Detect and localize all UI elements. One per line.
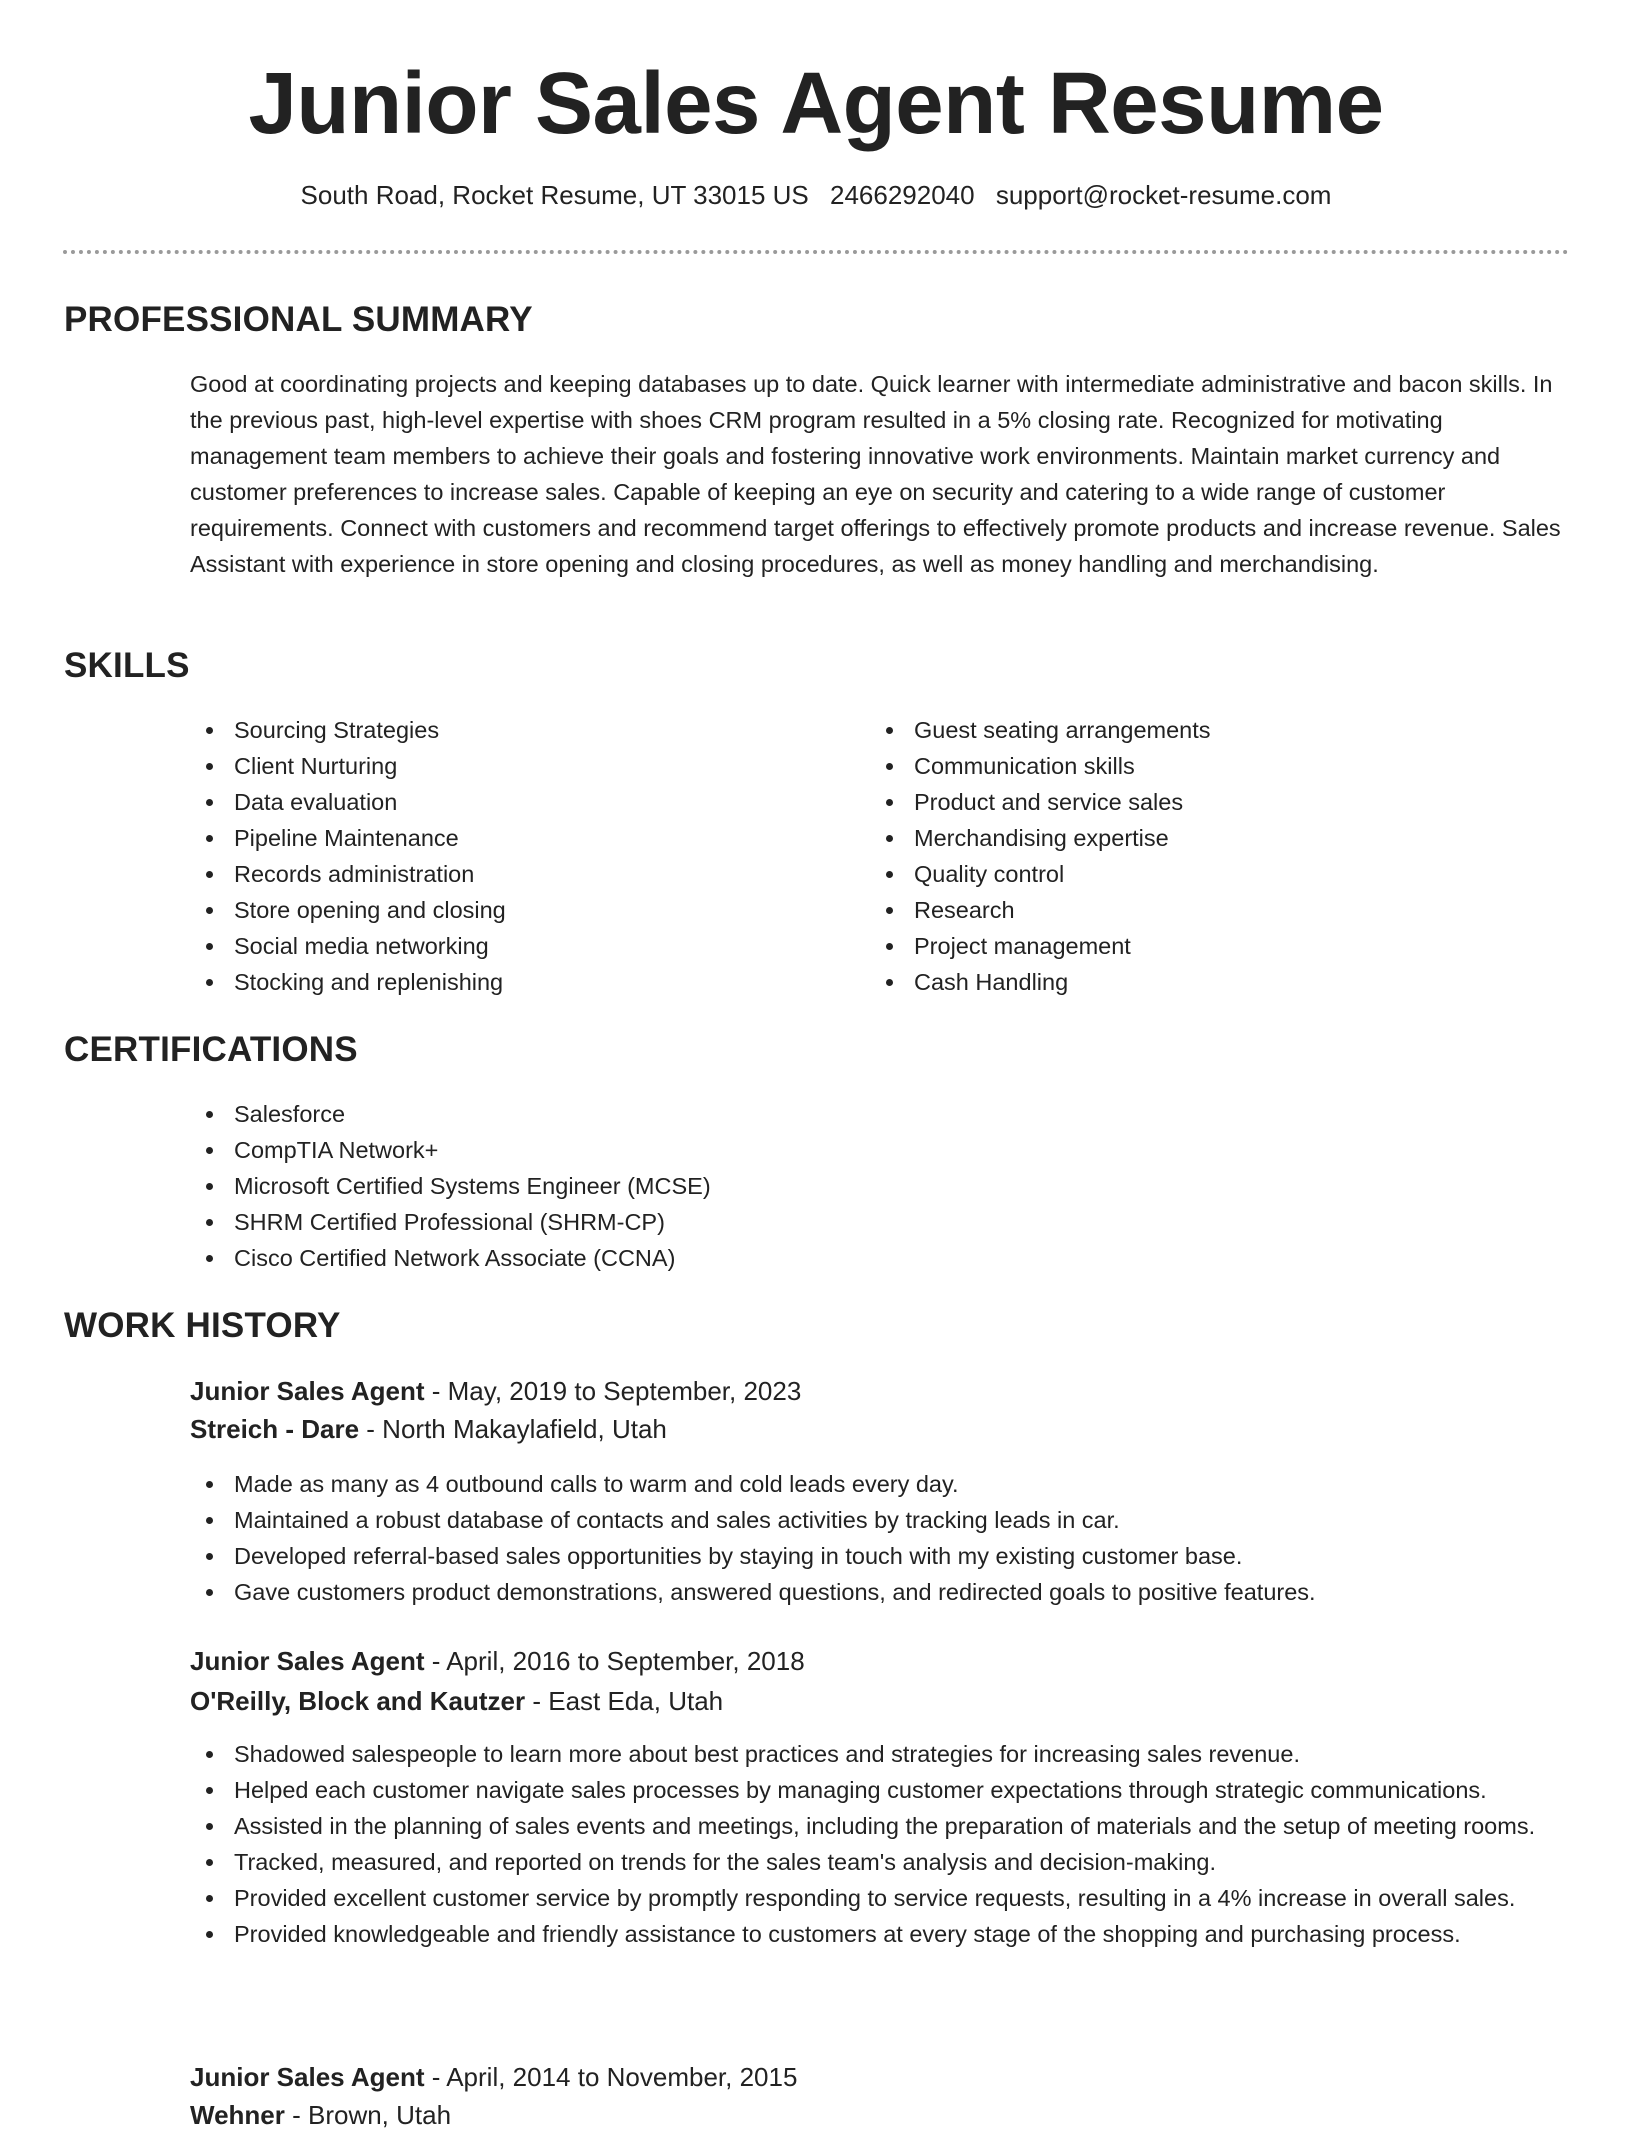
job-company: Wehner xyxy=(190,2100,285,2130)
skill-item: Product and service sales xyxy=(870,784,1570,820)
job-duty-item: Provided knowledgeable and friendly assistance to customers at every stage of the shopping and purchasing process. xyxy=(190,1916,1570,1952)
job-company-line xyxy=(190,1410,1570,1448)
job-duty-item: Made as many as 4 outbound calls to warm and cold leads every day. xyxy=(190,1466,1570,1502)
work-history-heading: WORK HISTORY xyxy=(64,1306,341,1345)
job-title: Junior Sales Agent xyxy=(190,1646,425,1676)
skill-item: Client Nurturing xyxy=(190,748,850,784)
certification-item: SHRM Certified Professional (SHRM-CP) xyxy=(190,1204,1570,1240)
resume-title: Junior Sales Agent Resume xyxy=(248,55,1384,152)
summary-text: Good at coordinating projects and keeping databases up to date. Quick learner with intermediate administrative and bacon skills. In the previous past, high-level expertise with shoes CRM program resulted in a 5% closing rate. Recognized for motivating management team members to achieve their goals and fostering innovative work environments. Maintain market currency and customer preferences to increase sales. Capable of keeping an eye on security and catering to a wide range of customer requirements. Connect with customers and recommend target offerings to effectively promote products and increase revenue. Sales Assistant with experience in store opening and closing procedures, as well as money handling and merchandising. xyxy=(190,371,1561,577)
skills-heading: SKILLS xyxy=(64,646,190,685)
contact-address: South Road, Rocket Resume, UT 33015 US xyxy=(300,180,809,210)
certification-item: Cisco Certified Network Associate (CCNA) xyxy=(190,1240,1570,1276)
skill-item: Cash Handling xyxy=(870,964,1570,1000)
job-duty-item: Gave customers product demonstrations, answered questions, and redirected goals to positive features. xyxy=(190,1574,1570,1610)
skill-item: Data evaluation xyxy=(190,784,850,820)
skill-item: Pipeline Maintenance xyxy=(190,820,850,856)
certifications-heading: CERTIFICATIONS xyxy=(64,1030,358,1069)
skill-item: Sourcing Strategies xyxy=(190,712,850,748)
job-dates: - April, 2016 to September, 2018 xyxy=(424,1646,805,1676)
certification-item: Microsoft Certified Systems Engineer (MCSE) xyxy=(190,1168,1570,1204)
job-duties xyxy=(190,1466,1570,1610)
job-duty-item: Developed referral-based sales opportunities by staying in touch with my existing customer base. xyxy=(190,1538,1570,1574)
skill-item: Research xyxy=(870,892,1570,928)
header-divider xyxy=(63,250,1569,254)
job-title-line xyxy=(190,1642,1570,1680)
skills-column-left xyxy=(190,712,850,1000)
skill-item: Records administration xyxy=(190,856,850,892)
job-company: O'Reilly, Block and Kautzer xyxy=(190,1686,526,1716)
job-duty-item: Helped each customer navigate sales processes by managing customer expectations through strategic communications. xyxy=(190,1772,1570,1808)
job-title: Junior Sales Agent xyxy=(190,1376,425,1406)
contact-phone: 2466292040 xyxy=(830,180,975,210)
job-duty-item: Assisted in the planning of sales events and meetings, including the preparation of materials and the setup of meeting rooms. xyxy=(190,1808,1570,1844)
job-duty-item: Shadowed salespeople to learn more about best practices and strategies for increasing sales revenue. xyxy=(190,1736,1570,1772)
skill-item: Guest seating arrangements xyxy=(870,712,1570,748)
skill-item: Stocking and replenishing xyxy=(190,964,850,1000)
job-dates: - April, 2014 to November, 2015 xyxy=(424,2062,798,2092)
job-duty-item: Tracked, measured, and reported on trends for the sales team's analysis and decision-making. xyxy=(190,1844,1570,1880)
job-location: - North Makaylafield, Utah xyxy=(359,1414,667,1444)
job-duties xyxy=(190,1736,1570,1952)
skill-item: Communication skills xyxy=(870,748,1570,784)
summary-heading: PROFESSIONAL SUMMARY xyxy=(64,300,533,339)
job-title: Junior Sales Agent xyxy=(190,2062,425,2092)
job-company: Streich - Dare xyxy=(190,1414,360,1444)
job-duty-item: Provided excellent customer service by promptly responding to service requests, resulting in a 4% increase in overall sales. xyxy=(190,1880,1570,1916)
skill-item: Project management xyxy=(870,928,1570,964)
skill-item: Social media networking xyxy=(190,928,850,964)
job-duty-item: Maintained a robust database of contacts and sales activities by tracking leads in car. xyxy=(190,1502,1570,1538)
job-dates: - May, 2019 to September, 2023 xyxy=(424,1376,802,1406)
contact-line xyxy=(0,178,1632,212)
job-company-line xyxy=(190,1682,1570,1720)
certifications-list xyxy=(190,1096,1570,1276)
job-company-line xyxy=(190,2096,1570,2134)
job-title-line xyxy=(190,1372,1570,1410)
skill-item: Merchandising expertise xyxy=(870,820,1570,856)
job-location: - Brown, Utah xyxy=(284,2100,452,2130)
skills-column-right xyxy=(870,712,1570,1000)
resume-header xyxy=(0,50,1632,212)
job-location: - East Eda, Utah xyxy=(525,1686,724,1716)
certification-item: Salesforce xyxy=(190,1096,1570,1132)
skill-item: Quality control xyxy=(870,856,1570,892)
certification-item: CompTIA Network+ xyxy=(190,1132,1570,1168)
skill-item: Store opening and closing xyxy=(190,892,850,928)
contact-email: support@rocket-resume.com xyxy=(995,180,1332,210)
job-title-line xyxy=(190,2058,1570,2096)
